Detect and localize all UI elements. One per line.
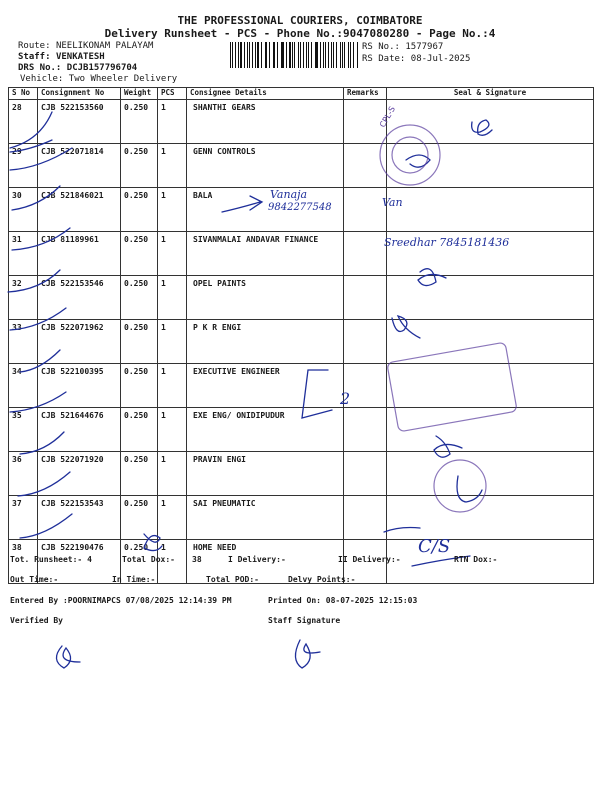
staff-signature-scribble xyxy=(295,640,320,668)
barcode-bar xyxy=(286,42,287,68)
col-consignment: Consignment No xyxy=(38,88,121,100)
cell-pcs: 1 xyxy=(158,364,187,408)
cell-sno: 30 xyxy=(9,188,38,232)
barcode-bar xyxy=(261,42,262,68)
cell-sno: 37 xyxy=(9,496,38,540)
barcode-bar xyxy=(308,42,310,68)
cell-consignee: P K R ENGI xyxy=(187,320,344,364)
cell-sno: 38 xyxy=(9,540,38,584)
rs-date-line xyxy=(362,54,470,64)
barcode-bar xyxy=(289,42,290,68)
barcode-bar xyxy=(357,42,358,68)
vehicle-label: Vehicle: xyxy=(20,74,64,84)
barcode-bar xyxy=(240,42,242,68)
company-title: THE PROFESSIONAL COURIERS, COIMBATORE xyxy=(177,14,423,27)
barcode-bar xyxy=(255,42,256,68)
cell-consignment-no: CJB 522153560 xyxy=(38,100,121,144)
barcode-bar xyxy=(252,42,253,68)
cell-pcs: 1 xyxy=(158,540,187,584)
col-consignee: Consignee Details xyxy=(187,88,344,100)
staff-signature-label: Staff Signature xyxy=(268,616,341,625)
table-row xyxy=(9,320,594,364)
barcode-bar xyxy=(273,42,274,68)
cell-pcs: 1 xyxy=(158,188,187,232)
cell-pcs: 1 xyxy=(158,144,187,188)
tot-runsheet: Tot. Runsheet:- 4 xyxy=(10,555,92,564)
table-row xyxy=(9,276,594,320)
barcode-bar xyxy=(323,42,324,68)
cell-weight: 0.250 xyxy=(121,408,158,452)
cell-sno: 33 xyxy=(9,320,38,364)
col-weight: Weight xyxy=(121,88,158,100)
handwritten-phone: 9842277548 xyxy=(268,202,332,213)
cell-consignment-no: CJB 522071920 xyxy=(38,452,121,496)
barcode-bar xyxy=(342,42,343,68)
staff-label: Staff: xyxy=(18,52,51,62)
table-row xyxy=(9,408,594,452)
cell-seal-signature xyxy=(387,232,594,276)
rs-no-line xyxy=(362,42,443,52)
barcode-bar xyxy=(266,42,267,68)
table-row xyxy=(9,452,594,496)
col-seal: Seal & Signature xyxy=(387,88,594,100)
handwritten-sig-row38: C/S xyxy=(418,536,451,557)
cell-remarks xyxy=(344,276,387,320)
cell-pcs: 1 xyxy=(158,320,187,364)
cell-seal-signature xyxy=(387,100,594,144)
cell-weight: 0.250 xyxy=(121,320,158,364)
cell-pcs: 1 xyxy=(158,452,187,496)
cell-consignment-no: CJB 521644676 xyxy=(38,408,121,452)
printed-on: Printed On: 08-07-2025 12:15:03 xyxy=(268,596,418,605)
cell-consignee: OPEL PAINTS xyxy=(187,276,344,320)
cell-remarks xyxy=(344,320,387,364)
cell-sno: 34 xyxy=(9,364,38,408)
table-row xyxy=(9,188,594,232)
cell-consignment-no: CJB 521846021 xyxy=(38,188,121,232)
route-line xyxy=(18,41,153,51)
barcode-bar xyxy=(311,42,312,68)
cell-consignment-no: CJB 522153543 xyxy=(38,496,121,540)
barcode-bar xyxy=(315,42,316,68)
cell-pcs: 1 xyxy=(158,496,187,540)
cell-sno: 32 xyxy=(9,276,38,320)
cell-consignment-no: CJB 81189961 xyxy=(38,232,121,276)
verifier-signature xyxy=(56,646,80,668)
cell-weight: 0.250 xyxy=(121,452,158,496)
barcode-bar xyxy=(274,42,275,68)
barcode-bar xyxy=(344,42,345,68)
cell-weight: 0.250 xyxy=(121,100,158,144)
handwritten-mark-row35: 2 xyxy=(340,389,351,408)
verified-by-label: Verified By xyxy=(10,616,63,625)
barcode xyxy=(230,42,358,68)
col-pcs: PCS xyxy=(158,88,187,100)
barcode-bar xyxy=(282,42,284,68)
table-header-row xyxy=(9,88,594,100)
stamp-text: CPL-S xyxy=(377,104,398,129)
cell-consignment-no: CJB 522100395 xyxy=(38,364,121,408)
barcode-bar xyxy=(325,42,326,68)
cell-weight: 0.250 xyxy=(121,232,158,276)
cell-pcs: 1 xyxy=(158,232,187,276)
cell-sno: 29 xyxy=(9,144,38,188)
rs-no-label: RS No.: xyxy=(362,42,400,52)
cell-remarks xyxy=(344,452,387,496)
barcode-bar xyxy=(265,42,266,68)
cell-seal-signature xyxy=(387,364,594,408)
barcode-bar xyxy=(257,42,259,68)
drs-value: DCJB157796704 xyxy=(66,63,138,73)
cell-seal-signature xyxy=(387,496,594,540)
cell-consignee: BALA xyxy=(187,188,344,232)
barcode-bar xyxy=(232,42,233,68)
barcode-bar xyxy=(306,42,307,68)
barcode-bar xyxy=(303,42,304,68)
cell-sno: 35 xyxy=(9,408,38,452)
cell-consignee: HOME NEED xyxy=(187,540,344,584)
cell-consignee: SHANTHI GEARS xyxy=(187,100,344,144)
barcode-bar xyxy=(249,42,250,68)
table-row xyxy=(9,364,594,408)
handwritten-name: Vanaja xyxy=(270,188,308,201)
cell-pcs: 1 xyxy=(158,100,187,144)
cell-sno: 31 xyxy=(9,232,38,276)
cell-consignment-no: CJB 522071814 xyxy=(38,144,121,188)
total-dox-label: Total Dox:- xyxy=(122,555,175,564)
col-remarks: Remarks xyxy=(344,88,387,100)
cell-seal-signature xyxy=(387,276,594,320)
barcode-bar xyxy=(353,42,354,68)
barcode-bar xyxy=(340,42,341,68)
staff-line xyxy=(18,52,105,62)
rs-date-value: 08-Jul-2025 xyxy=(410,54,471,64)
barcode-bar xyxy=(269,42,270,68)
barcode-bar xyxy=(336,42,338,68)
barcode-bar xyxy=(277,42,278,68)
rtn-dox: RTN Dox:- xyxy=(454,555,498,564)
barcode-bar xyxy=(328,42,329,68)
table-row xyxy=(9,232,594,276)
cell-consignee: SAI PNEUMATIC xyxy=(187,496,344,540)
cell-seal-signature xyxy=(387,188,594,232)
barcode-bar xyxy=(292,42,293,68)
handwritten-sig-row30: Van xyxy=(382,196,403,209)
col-sno: S No xyxy=(9,88,38,100)
cell-seal-signature xyxy=(387,144,594,188)
vehicle-line xyxy=(20,74,177,84)
cell-consignee: EXE ENG/ ONIDIPUDUR xyxy=(187,408,344,452)
cell-weight: 0.250 xyxy=(121,496,158,540)
barcode-bar xyxy=(333,42,334,68)
cell-seal-signature xyxy=(387,452,594,496)
handwritten-sig-row31: Sreedhar 7845181436 xyxy=(384,236,510,249)
barcode-bar xyxy=(320,42,321,68)
entered-by: Entered By :POORNIMAPCS 07/08/2025 12:14:39 PM xyxy=(10,596,232,605)
rs-no-value: 1577967 xyxy=(405,42,444,52)
delvy-points: Delvy Points:- xyxy=(288,575,356,584)
barcode-bar xyxy=(300,42,301,68)
drs-line xyxy=(18,63,137,73)
table-row xyxy=(9,496,594,540)
table-row xyxy=(9,100,594,144)
cell-pcs: 1 xyxy=(158,408,187,452)
cell-sno: 36 xyxy=(9,452,38,496)
barcode-bar xyxy=(235,42,236,68)
runsheet-subtitle: Delivery Runsheet - PCS - Phone No.:9047080280 - Page No.:4 xyxy=(104,27,496,40)
in-time: In Time:- xyxy=(112,575,156,584)
cell-seal-signature xyxy=(387,408,594,452)
cell-consignee: GENN CONTROLS xyxy=(187,144,344,188)
cell-weight: 0.250 xyxy=(121,364,158,408)
drs-label: DRS No.: xyxy=(18,63,62,73)
cell-seal-signature xyxy=(387,320,594,364)
cell-weight: 0.250 xyxy=(121,540,158,584)
barcode-bar xyxy=(316,42,317,68)
staff-value: VENKATESH xyxy=(55,52,105,62)
barcode-bar xyxy=(294,42,295,68)
rs-date-label: RS Date: xyxy=(362,54,406,64)
i-delivery: I Delivery:- xyxy=(228,555,286,564)
cell-remarks xyxy=(344,496,387,540)
barcode-bar xyxy=(238,42,239,68)
total-pod: Total POD:- xyxy=(206,575,259,584)
barcode-bar xyxy=(350,42,351,68)
cell-weight: 0.250 xyxy=(121,276,158,320)
cell-consignment-no: CJB 522153546 xyxy=(38,276,121,320)
route-label: Route: xyxy=(18,41,51,51)
barcode-bar xyxy=(247,42,248,68)
runsheet-table xyxy=(8,87,594,584)
out-time: Out Time:- xyxy=(10,575,59,584)
barcode-bar xyxy=(331,42,332,68)
cell-remarks xyxy=(344,188,387,232)
cell-remarks xyxy=(344,100,387,144)
table-row xyxy=(9,144,594,188)
total-dox-value: 38 xyxy=(192,555,202,564)
barcode-bar xyxy=(230,42,231,68)
barcode-bar xyxy=(348,42,349,68)
cell-remarks xyxy=(344,232,387,276)
barcode-bar xyxy=(281,42,282,68)
cell-consignment-no: CJB 522190476 xyxy=(38,540,121,584)
cell-remarks xyxy=(344,408,387,452)
cell-consignee: SIVANMALAI ANDAVAR FINANCE xyxy=(187,232,344,276)
cell-sno: 28 xyxy=(9,100,38,144)
route-value: NEELIKONAM PALAYAM xyxy=(55,41,154,51)
cell-consignment-no: CJB 522071962 xyxy=(38,320,121,364)
barcode-bar xyxy=(298,42,299,68)
cell-consignee: EXECUTIVE ENGINEER xyxy=(187,364,344,408)
cell-remarks xyxy=(344,144,387,188)
cell-weight: 0.250 xyxy=(121,144,158,188)
cell-remarks xyxy=(344,364,387,408)
cell-weight: 0.250 xyxy=(121,188,158,232)
ii-delivery: II Delivery:- xyxy=(338,555,401,564)
cell-consignee: PRAVIN ENGI xyxy=(187,452,344,496)
barcode-bar xyxy=(244,42,245,68)
vehicle-value: Two Wheeler Delivery xyxy=(68,74,178,84)
cell-pcs: 1 xyxy=(158,276,187,320)
